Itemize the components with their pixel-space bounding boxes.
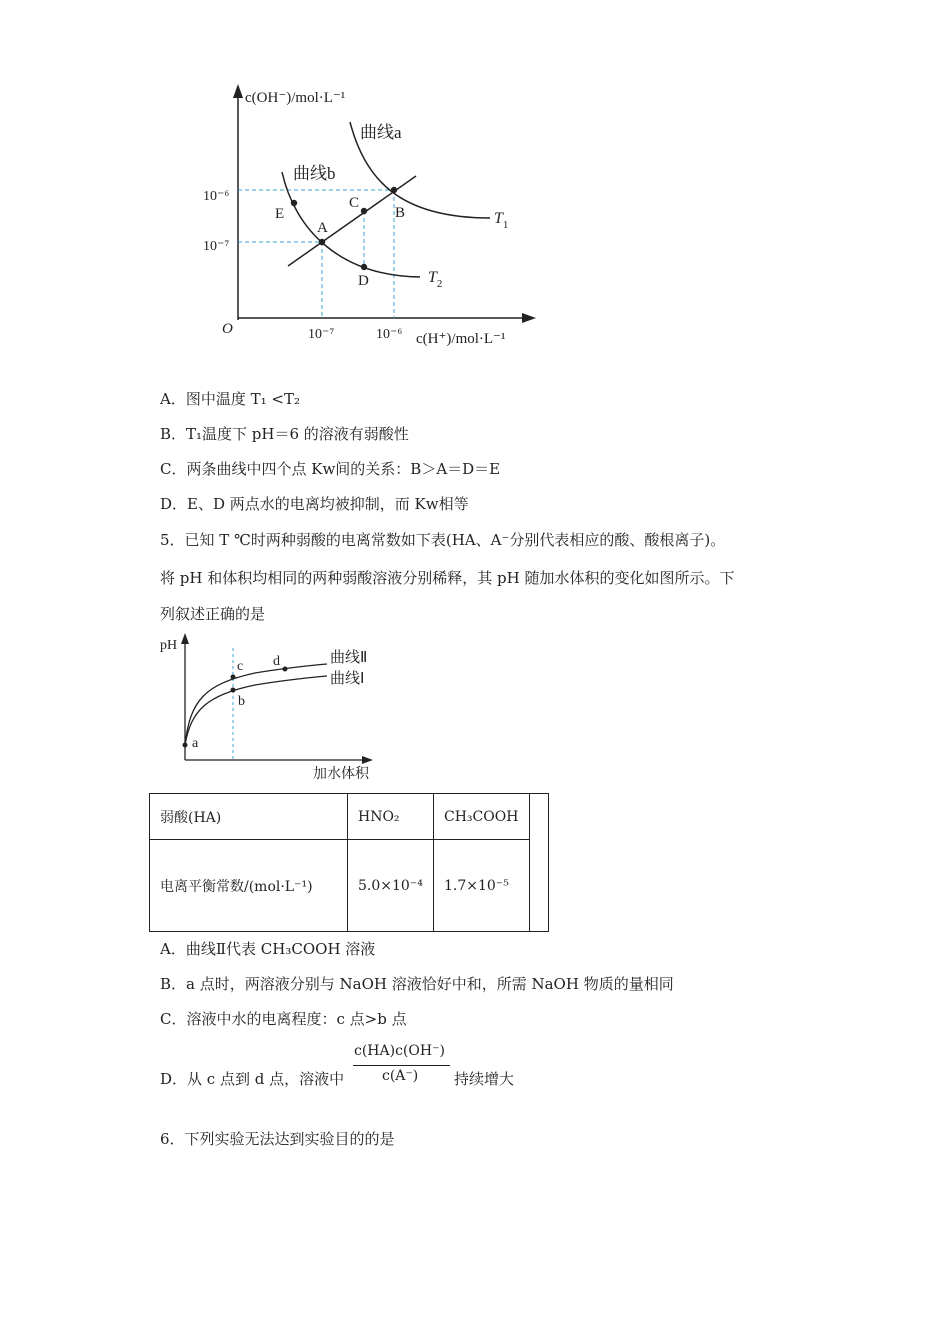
- x-axis-label: 加水体积: [313, 767, 369, 782]
- ph-dilution-chart: [155, 630, 395, 785]
- point-b-dot: [231, 688, 236, 693]
- y-axis-label: pH: [160, 638, 178, 653]
- x-tick-1e-7: 10⁻⁷: [308, 327, 335, 342]
- point-c-label: C: [349, 195, 360, 211]
- header-weak-acid: 弱酸(HA): [150, 794, 348, 840]
- curve-1-label: 曲线Ⅰ: [330, 671, 365, 687]
- point-a-dot: [319, 239, 325, 245]
- value-hno2: 5.0×10⁻⁴: [348, 840, 434, 932]
- row-label-constant: 电离平衡常数/(mol·L⁻¹): [150, 840, 348, 932]
- point-e-dot: [291, 200, 297, 206]
- value-ch3cooh: 1.7×10⁻⁵: [434, 840, 530, 932]
- q5-option-d-suffix: 持续增大: [454, 1070, 515, 1088]
- point-c-label: c: [237, 659, 244, 674]
- q4-option-d: D．E、D 两点水的电离均被抑制，而 Kw相等: [160, 495, 469, 513]
- point-d-dot: [361, 264, 367, 270]
- curve-b-label: 曲线b: [293, 164, 336, 183]
- point-a-label: a: [192, 736, 199, 751]
- fraction-bar: [353, 1065, 450, 1066]
- q5-option-c: C．溶液中水的电离程度：c 点>b 点: [160, 1010, 407, 1028]
- q4-option-c: C．两条曲线中四个点 Kw间的关系：B＞A＝D＝E: [160, 460, 501, 478]
- point-c-dot: [361, 208, 367, 214]
- ionization-constants-table: [149, 793, 549, 932]
- x-axis-arrow: [362, 756, 373, 764]
- fraction-denominator: c(A⁻): [382, 1068, 419, 1084]
- q5-stem-line1: 5．已知 T ℃时两种弱酸的电离常数如下表(HA、A⁻分别代表相应的酸、酸根离子)。: [160, 531, 726, 549]
- point-b-dot: [391, 187, 397, 193]
- t2-label: $T_2$: [428, 269, 443, 290]
- x-axis-arrow: [522, 313, 536, 323]
- header-hno2: HNO₂: [348, 794, 434, 840]
- point-e-label: E: [275, 206, 285, 222]
- q6-stem: 6．下列实验无法达到实验目的的是: [160, 1130, 395, 1148]
- q4-option-b: B．T₁温度下 pH＝6 的溶液有弱酸性: [160, 425, 409, 443]
- y-axis-arrow: [181, 633, 189, 644]
- curve-1-line: [185, 676, 327, 745]
- curve-2-label: 曲线Ⅱ: [330, 650, 368, 666]
- y-tick-1e-6: 10⁻⁶: [203, 189, 230, 204]
- point-d-label: d: [273, 654, 280, 669]
- q5-stem-line2: 将 pH 和体积均相同的两种弱酸溶液分别稀释，其 pH 随加水体积的变化如图所示。下: [160, 569, 735, 587]
- table-empty-column: [530, 794, 549, 932]
- fraction-numerator: c(HA)c(OH⁻): [354, 1043, 445, 1059]
- q5-option-b: B．a 点时，两溶液分别与 NaOH 溶液恰好中和，所需 NaOH 物质的量相同: [160, 975, 674, 993]
- point-a-label: A: [317, 220, 328, 236]
- y-axis-arrow: [233, 84, 243, 98]
- point-a-dot: [183, 743, 188, 748]
- header-ch3cooh: CH₃COOH: [434, 794, 530, 840]
- y-tick-1e-7: 10⁻⁷: [203, 239, 230, 254]
- origin-label: O: [222, 321, 233, 337]
- kw-temperature-chart: [190, 80, 560, 370]
- x-axis-label: c(H⁺)/mol·L⁻¹: [416, 331, 506, 347]
- point-b-label: B: [395, 205, 406, 221]
- point-d-label: D: [358, 273, 369, 289]
- y-axis-label: c(OH⁻)/mol·L⁻¹: [245, 90, 346, 106]
- q5-option-d-prefix: D．从 c 点到 d 点，溶液中: [160, 1070, 345, 1088]
- t1-label: $T_1$: [494, 210, 509, 231]
- point-d-dot: [283, 667, 288, 672]
- point-b-label: b: [238, 694, 245, 709]
- x-tick-1e-6: 10⁻⁶: [376, 327, 403, 342]
- q4-option-a: A．图中温度 T₁ <T₂: [160, 390, 300, 408]
- point-c-dot: [231, 675, 236, 680]
- curve-a-label: 曲线a: [360, 123, 402, 142]
- q5-stem-line3: 列叙述正确的是: [160, 605, 266, 623]
- q5-option-a: A．曲线Ⅱ代表 CH₃COOH 溶液: [160, 940, 376, 958]
